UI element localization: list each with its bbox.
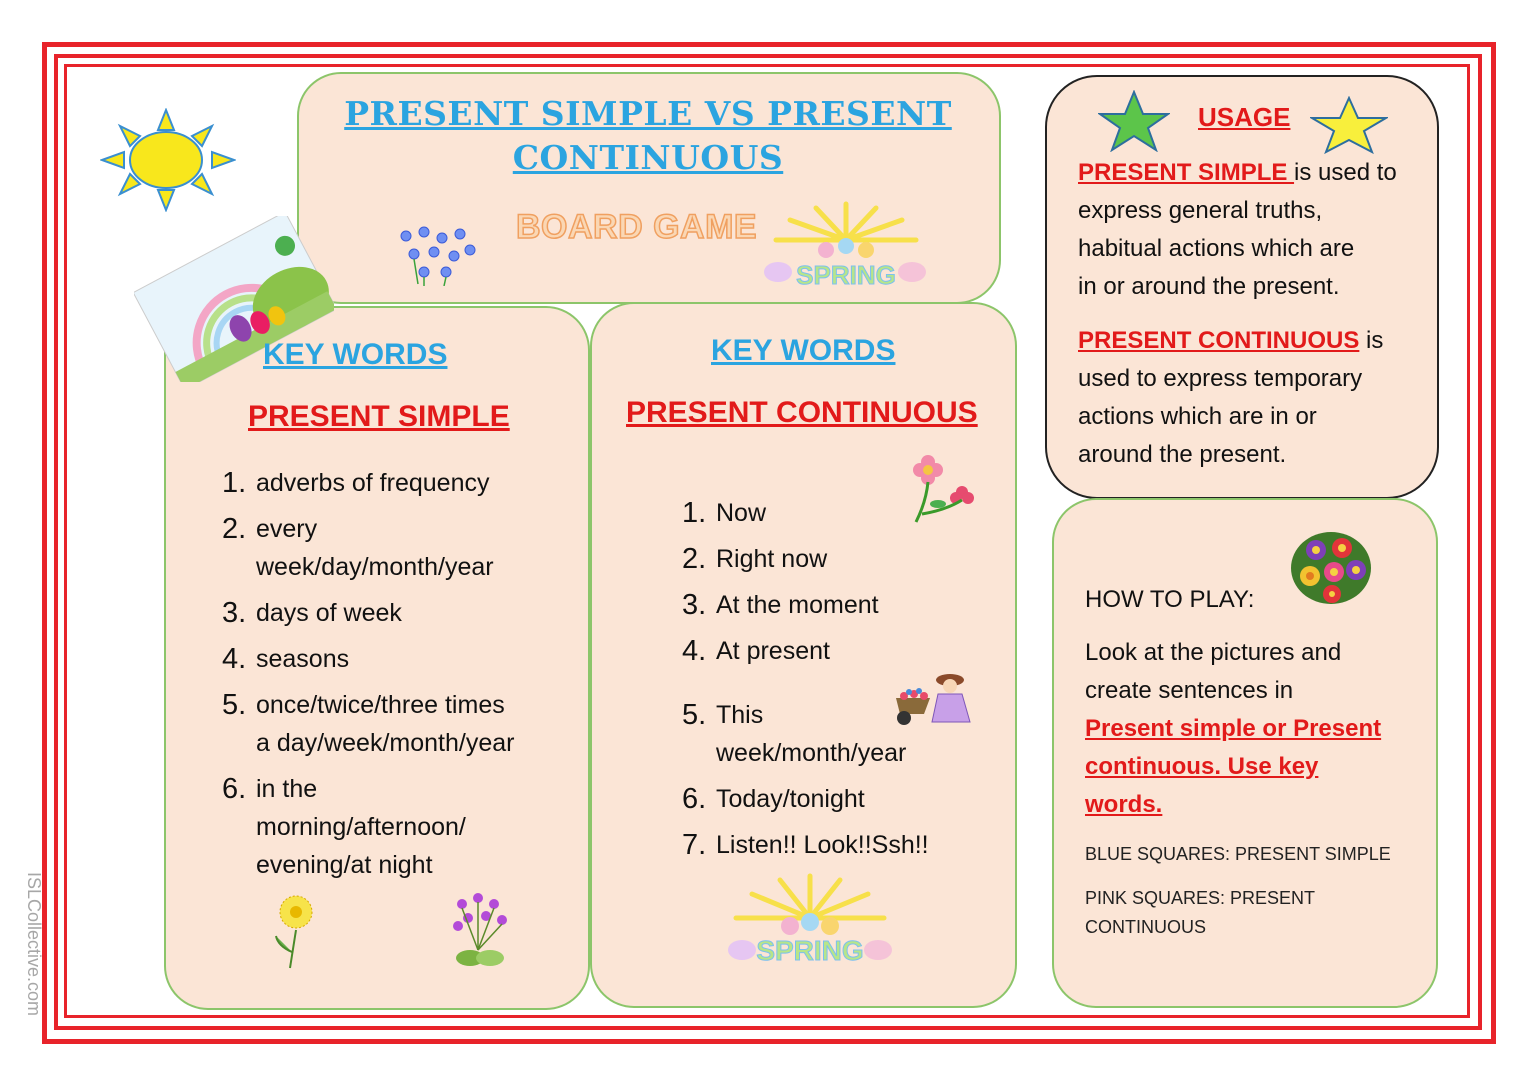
list-item bbox=[222, 510, 572, 586]
list-number: 3. bbox=[222, 597, 247, 629]
usage-simple-line-3: habitual actions which are bbox=[1078, 235, 1355, 262]
spring-sun-decoration-bottom bbox=[722, 870, 898, 970]
pink-squares-rule bbox=[1085, 884, 1315, 942]
list-text: morning/afternoon/ bbox=[256, 813, 466, 841]
list-text: evening/at night bbox=[256, 851, 433, 879]
usage-present-simple-text bbox=[1078, 154, 1397, 306]
instruction-highlight-1: Present simple or Present bbox=[1085, 715, 1382, 742]
list-text: Today/tonight bbox=[716, 785, 865, 813]
present-continuous-key-words-label: KEY WORDS bbox=[711, 334, 896, 367]
list-number: 1. bbox=[682, 497, 707, 529]
list-text: week/day/month/year bbox=[256, 553, 494, 581]
usage-continuous-term: PRESENT CONTINUOUS bbox=[1078, 327, 1360, 354]
usage-simple-line-4: in or around the present. bbox=[1078, 273, 1340, 300]
blue-flowers-icon bbox=[394, 222, 482, 286]
list-text: seasons bbox=[256, 645, 350, 673]
list-item bbox=[682, 632, 1002, 670]
list-text: every bbox=[256, 515, 318, 543]
usage-simple-term: PRESENT SIMPLE bbox=[1078, 159, 1295, 186]
present-simple-list bbox=[222, 464, 572, 884]
pink-squares-line-1: PINK SQUARES: PRESENT bbox=[1085, 888, 1316, 908]
spring-sun-decoration bbox=[756, 200, 936, 292]
usage-simple-line-2: express general truths, bbox=[1078, 197, 1323, 224]
list-number: 1. bbox=[222, 467, 247, 499]
usage-present-continuous-text bbox=[1078, 322, 1383, 474]
green-star-icon bbox=[1098, 90, 1170, 152]
list-number: 6. bbox=[222, 773, 247, 805]
list-text: in the bbox=[256, 775, 318, 803]
list-text: Listen!! Look!!Ssh!! bbox=[716, 831, 929, 859]
list-item bbox=[682, 540, 1002, 578]
list-text: At present bbox=[716, 637, 830, 665]
usage-simple-text-1: is used to bbox=[1294, 159, 1397, 186]
flower-bouquet-icon bbox=[1286, 522, 1376, 608]
pink-squares-line-2: CONTINUOUS bbox=[1085, 917, 1206, 937]
list-number: 2. bbox=[222, 513, 247, 545]
list-number: 3. bbox=[682, 589, 707, 621]
wheelbarrow-girl-icon bbox=[890, 666, 976, 730]
usage-continuous-line-2: used to express temporary bbox=[1078, 365, 1363, 392]
spring-label-bottom: SPRING bbox=[756, 935, 864, 966]
list-number: 5. bbox=[682, 699, 707, 731]
usage-continuous-line-4: around the present. bbox=[1078, 441, 1287, 468]
purple-flower-icon bbox=[448, 890, 514, 968]
list-number: 4. bbox=[222, 643, 247, 675]
list-item bbox=[222, 686, 572, 762]
page-title: PRESENT SIMPLE VS PRESENT CONTINUOUS bbox=[344, 94, 952, 177]
spring-label-top: SPRING bbox=[796, 260, 896, 290]
how-to-play-title: HOW TO PLAY: bbox=[1085, 586, 1255, 613]
watermark: ISLCollective.com bbox=[24, 872, 44, 1017]
yellow-star-icon bbox=[1310, 96, 1388, 154]
list-item bbox=[222, 464, 572, 502]
present-simple-heading: PRESENT SIMPLE bbox=[248, 400, 510, 433]
list-text: This bbox=[716, 701, 764, 729]
list-item bbox=[682, 826, 1002, 864]
present-continuous-heading: PRESENT CONTINUOUS bbox=[626, 396, 978, 429]
list-item bbox=[222, 594, 572, 632]
list-item bbox=[682, 586, 1002, 624]
list-text: a day/week/month/year bbox=[256, 729, 515, 757]
list-number: 4. bbox=[682, 635, 707, 667]
instruction-highlight-2: continuous. Use key bbox=[1085, 753, 1319, 780]
list-number: 6. bbox=[682, 783, 707, 815]
present-simple-key-words-label: KEY WORDS bbox=[263, 338, 448, 371]
list-text: adverbs of frequency bbox=[256, 469, 490, 497]
usage-simple-line-1 bbox=[1078, 154, 1397, 192]
list-text: Right now bbox=[716, 545, 828, 573]
list-text: week/month/year bbox=[716, 739, 907, 767]
list-number: 5. bbox=[222, 689, 247, 721]
list-text: Now bbox=[716, 499, 767, 527]
list-text: once/twice/three times bbox=[256, 691, 505, 719]
instruction-line-2: create sentences in bbox=[1085, 677, 1294, 704]
blue-squares-rule: BLUE SQUARES: PRESENT SIMPLE bbox=[1085, 844, 1391, 864]
usage-title: USAGE bbox=[1198, 102, 1291, 132]
list-number: 7. bbox=[682, 829, 707, 861]
usage-continuous-line-1 bbox=[1078, 322, 1383, 360]
list-item bbox=[682, 780, 1002, 818]
list-text: days of week bbox=[256, 599, 402, 627]
list-text: At the moment bbox=[716, 591, 879, 619]
list-item bbox=[222, 770, 572, 884]
list-item bbox=[682, 494, 1002, 532]
how-to-play-instructions bbox=[1085, 634, 1381, 824]
instruction-line-1: Look at the pictures and bbox=[1085, 639, 1342, 666]
list-item bbox=[222, 640, 572, 678]
usage-continuous-text-1: is bbox=[1359, 327, 1384, 354]
yellow-flower-icon bbox=[270, 892, 322, 970]
usage-continuous-line-3: actions which are in or bbox=[1078, 403, 1317, 430]
list-number: 2. bbox=[682, 543, 707, 575]
instruction-highlight-3: words. bbox=[1085, 791, 1163, 818]
board-game-subtitle: BOARD GAME bbox=[516, 208, 758, 246]
sun-icon bbox=[100, 108, 236, 212]
